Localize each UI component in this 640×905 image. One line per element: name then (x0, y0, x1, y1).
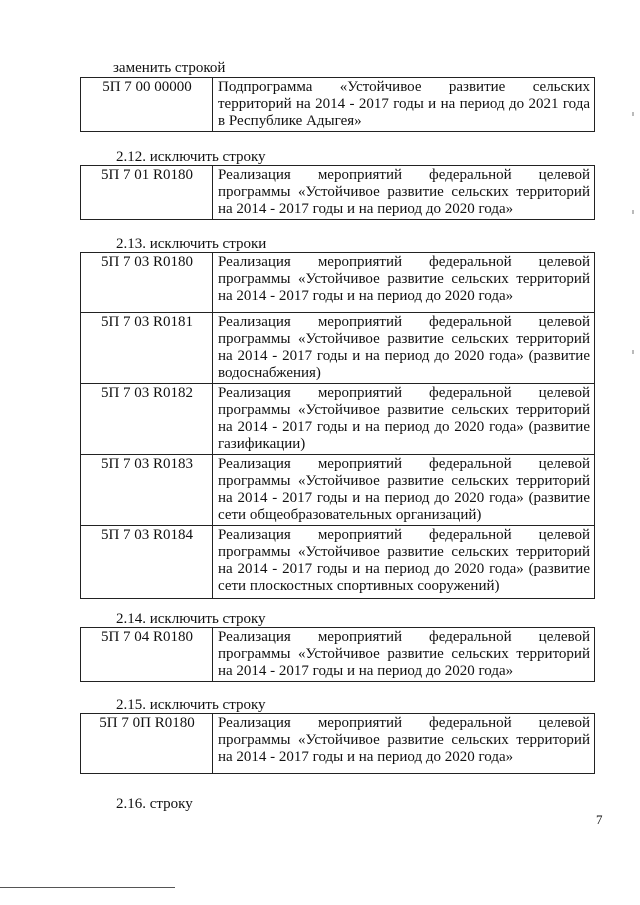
table-row (81, 384, 595, 455)
budget-table (80, 627, 595, 682)
budget-table (80, 165, 595, 220)
table-row (81, 455, 595, 526)
budget-code-cell: 5П 7 0П R0180 (81, 714, 213, 774)
table-row (81, 313, 595, 384)
section-heading: заменить строкой (113, 60, 226, 76)
description-cell: Реализация мероприятий федеральной целевой программы «Устойчивое развитие сельских территорий на 2014 - 2017 годы и на период до 2020 года» (развитие сети общеобразовательных организаций) (213, 455, 595, 526)
budget-code-cell: 5П 7 03 R0180 (81, 253, 213, 313)
table-row (81, 253, 595, 313)
budget-code-cell: 5П 7 03 R0181 (81, 313, 213, 384)
section-heading: 2.14. исключить строку (116, 611, 266, 627)
description-cell: Реализация мероприятий федеральной целевой программы «Устойчивое развитие сельских территорий на 2014 - 2017 годы и на период до 2020 года» (развитие газификации) (213, 384, 595, 455)
scan-mark (632, 112, 634, 116)
budget-table (80, 252, 595, 599)
budget-code-cell: 5П 7 00 00000 (81, 78, 213, 132)
section-heading: 2.13. исключить строки (116, 236, 267, 252)
table-row (81, 628, 595, 682)
description-cell: Реализация мероприятий федеральной целевой программы «Устойчивое развитие сельских территорий на 2014 - 2017 годы и на период до 2020 года» (развитие сети плоскостных спортивных сооружений) (213, 526, 595, 599)
table-row (81, 526, 595, 599)
table-row (81, 78, 595, 132)
table-row (81, 714, 595, 774)
budget-code-cell: 5П 7 01 R0180 (81, 166, 213, 220)
budget-code-cell: 5П 7 03 R0183 (81, 455, 213, 526)
page-number: 7 (596, 812, 603, 827)
description-cell: Реализация мероприятий федеральной целевой программы «Устойчивое развитие сельских территорий на 2014 - 2017 годы и на период до 2020 года» (213, 253, 595, 313)
description-cell: Реализация мероприятий федеральной целевой программы «Устойчивое развитие сельских территорий на 2014 - 2017 годы и на период до 2020 года» (213, 166, 595, 220)
table-row (81, 166, 595, 220)
scan-mark (632, 210, 634, 214)
section-heading: 2.15. исключить строку (116, 697, 266, 713)
footer-rule (0, 887, 175, 888)
description-cell: Подпрограмма «Устойчивое развитие сельских территорий на 2014 - 2017 годы и на период до 2021 года в Республике Адыгея» (213, 78, 595, 132)
description-cell: Реализация мероприятий федеральной целевой программы «Устойчивое развитие сельских территорий на 2014 - 2017 годы и на период до 2020 года» (213, 714, 595, 774)
section-heading: 2.12. исключить строку (116, 149, 266, 165)
description-cell: Реализация мероприятий федеральной целевой программы «Устойчивое развитие сельских территорий на 2014 - 2017 годы и на период до 2020 года» (213, 628, 595, 682)
budget-table (80, 77, 595, 132)
section-heading: 2.16. строку (116, 796, 193, 812)
budget-code-cell: 5П 7 03 R0182 (81, 384, 213, 455)
scan-mark (632, 350, 634, 354)
budget-code-cell: 5П 7 04 R0180 (81, 628, 213, 682)
budget-code-cell: 5П 7 03 R0184 (81, 526, 213, 599)
description-cell: Реализация мероприятий федеральной целевой программы «Устойчивое развитие сельских территорий на 2014 - 2017 годы и на период до 2020 года» (развитие водоснабжения) (213, 313, 595, 384)
budget-table (80, 713, 595, 774)
